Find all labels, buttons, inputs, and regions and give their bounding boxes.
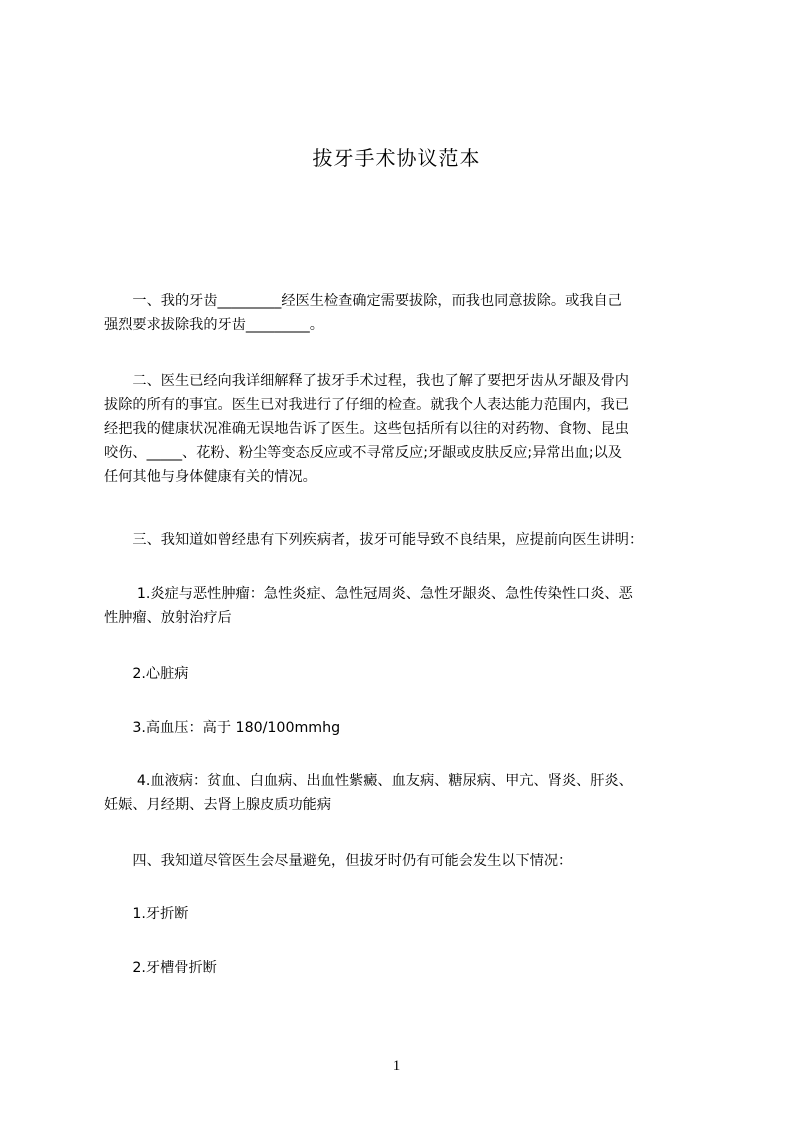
paragraph-line: 1.炎症与恶性肿瘤：急性炎症、急性冠周炎、急性牙龈炎、急性传染性口炎、恶 <box>104 586 633 602</box>
list-item-1 <box>104 582 704 630</box>
page-number: 1 <box>392 1058 401 1074</box>
paragraph-line: 妊娠、月经期、去肾上腺皮质功能病 <box>104 797 332 813</box>
paragraph-line: 咬伤、_____、花粉、粉尘等变态反应或不寻常反应;牙龈或皮肤反应;异常出血;以及 <box>104 445 622 461</box>
list-item-4 <box>104 769 704 817</box>
paragraph-line: 强烈要求拔除我的牙齿_________。 <box>104 317 324 333</box>
paragraph-line: 1.牙折断 <box>104 906 189 922</box>
paragraph-clause-2 <box>104 369 704 489</box>
paragraph-line: 4.血液病：贫血、白血病、出血性紫癜、血友病、糖尿病、甲亢、肾炎、肝炎、 <box>104 773 633 789</box>
list-item-6 <box>104 956 704 980</box>
paragraph-line: 3.高血压：高于 180/100mmhg <box>104 720 341 736</box>
document-title: 拔牙手术协议范本 <box>312 146 481 170</box>
paragraph-line: 二、医生已经向我详细解释了拔牙手术过程，我也了解了要把牙齿从牙龈及骨内 <box>104 373 629 389</box>
paragraph-clause-4 <box>104 849 704 873</box>
paragraph-clause-1 <box>104 289 704 337</box>
list-item-5 <box>104 902 704 926</box>
paragraph-line: 2.心脏病 <box>104 666 189 682</box>
list-item-3 <box>104 716 704 740</box>
paragraph-line: 经把我的健康状况准确无误地告诉了医生。这些包括所有以往的对药物、食物、昆虫 <box>104 421 629 437</box>
paragraph-line: 任何其他与身体健康有关的情况。 <box>104 469 317 485</box>
paragraph-line: 四、我知道尽管医生会尽量避免，但拔牙时仍有可能会发生以下情况： <box>104 853 573 869</box>
paragraph-line: 性肿瘤、放射治疗后 <box>104 610 232 626</box>
paragraph-clause-3 <box>104 528 704 552</box>
paragraph-line: 三、我知道如曾经患有下列疾病者，拔牙可能导致不良结果，应提前向医生讲明： <box>104 532 644 548</box>
list-item-2 <box>104 662 704 686</box>
paragraph-line: 2.牙槽骨折断 <box>104 960 217 976</box>
paragraph-line: 拔除的所有的事宜。医生已对我进行了仔细的检查。就我个人表达能力范围内，我已 <box>104 397 629 413</box>
paragraph-line: 一、我的牙齿_________经医生检查确定需要拔除，而我也同意拔除。或我自己 <box>104 293 622 309</box>
